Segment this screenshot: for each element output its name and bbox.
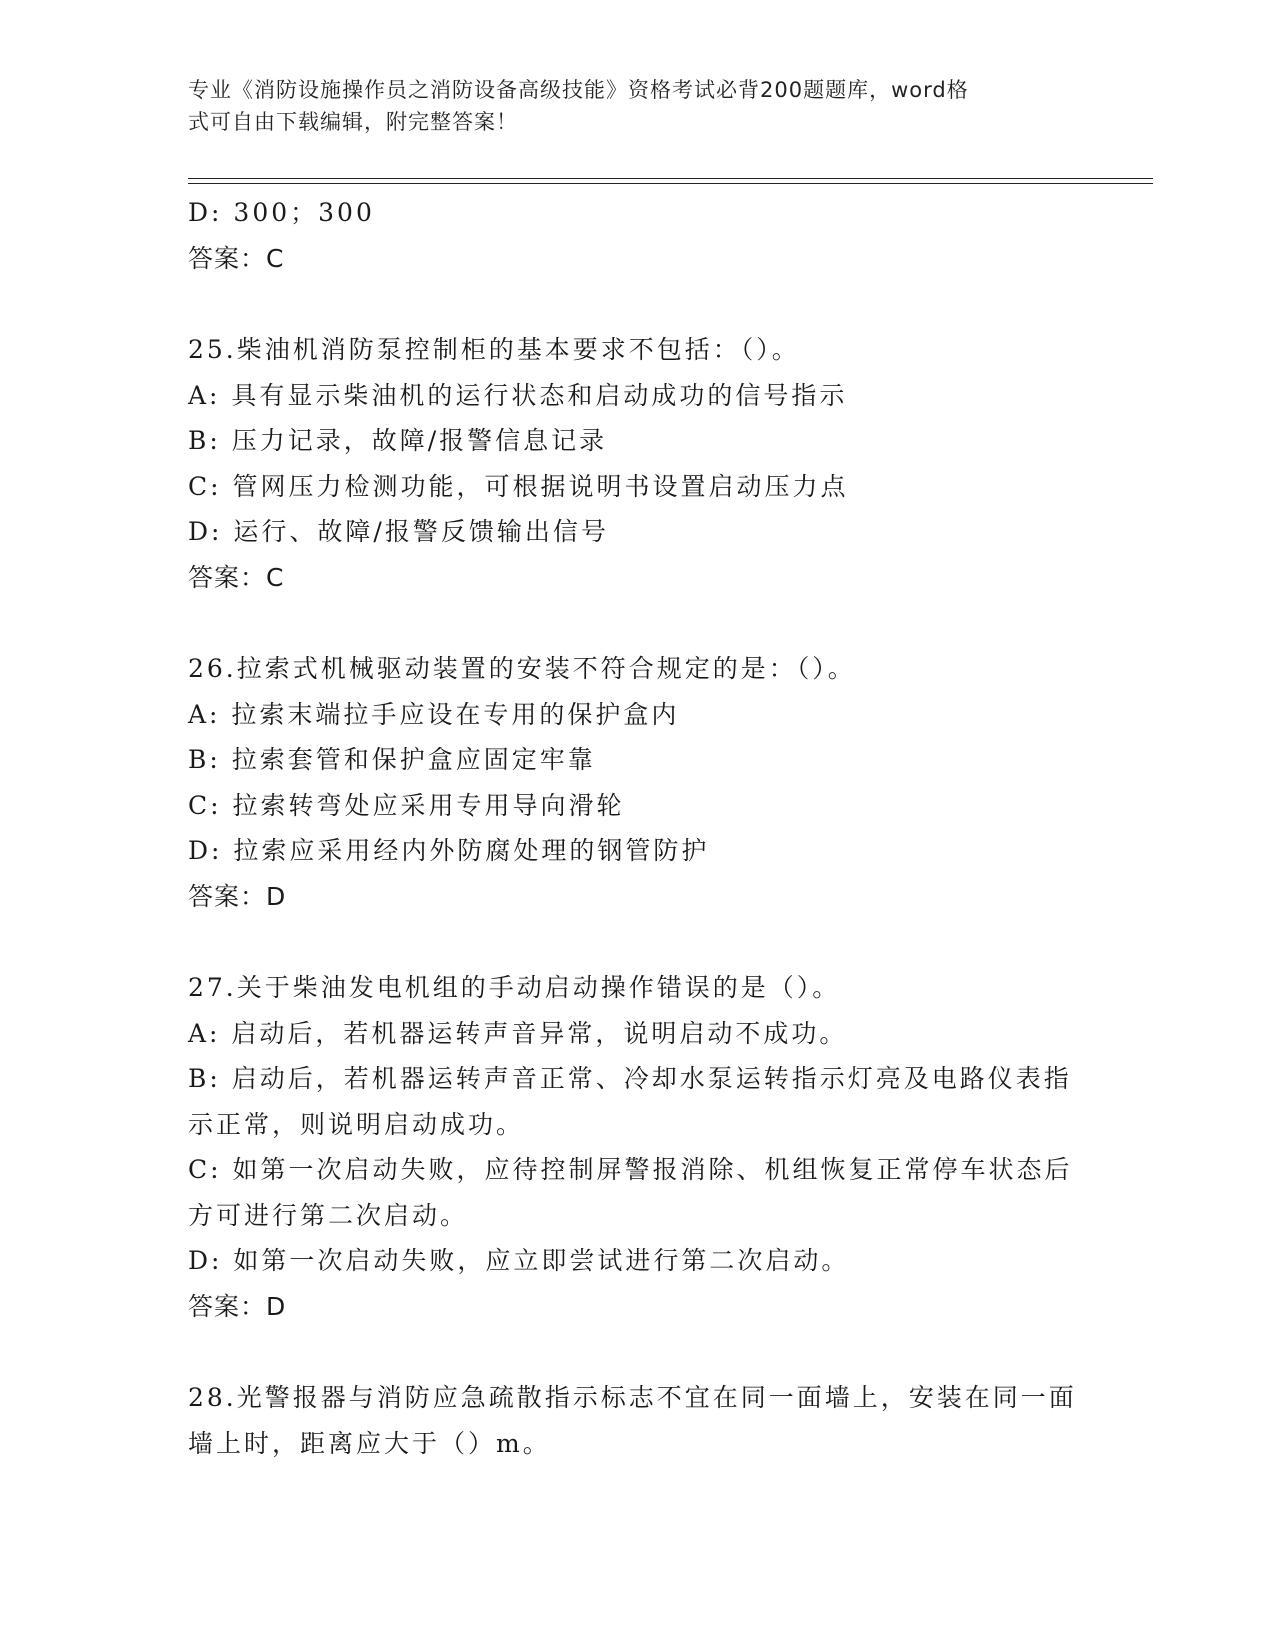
header-line-1: 专业《消防设施操作员之消防设备高级技能》资格考试必背200题题库，word格 [188,78,969,102]
option-b: B: 启动后，若机器运转声音正常、冷却水泵运转指示灯亮及电路仪表指示正常，则说明启动成功。 [188,1064,1072,1139]
question-stem: 25.柴油机消防泵控制柜的基本要求不包括：（）。 [188,335,800,364]
question-fragment [188,190,1088,281]
option-d: D: 拉索应采用经内外防腐处理的钢管防护 [188,836,710,865]
answer-line: 答案：D [188,1291,287,1321]
option-c: C: 如第一次启动失败，应待控制屏警报消除、机组恢复正常停车状态后方可进行第二次启动。 [188,1155,1073,1230]
option-c: C: 管网压力检测功能，可根据说明书设置启动压力点 [188,471,849,501]
question-stem: 28.光警报器与消防应急疏散指示标志不宜在同一面墙上，安装在同一面墙上时，距离应大于（）m。 [188,1383,1077,1458]
answer-line: 答案：C [188,243,285,273]
document-body [188,190,1088,1466]
option-d: D: 300；300 [188,198,375,227]
option-b: B: 压力记录，故障/报警信息记录 [188,426,608,455]
question-stem: 26.拉索式机械驱动装置的安装不符合规定的是：（）。 [188,654,856,683]
answer-line: 答案：D [188,881,287,911]
question-27 [188,965,1088,1329]
question-28 [188,1375,1088,1466]
question-stem: 27.关于柴油发电机组的手动启动操作错误的是（）。 [188,973,841,1002]
header-line-2: 式可自由下载编辑，附完整答案！ [188,110,518,134]
option-a: A: 启动后，若机器运转声音异常，说明启动不成功。 [188,1018,848,1048]
question-26 [188,646,1088,919]
answer-line: 答案：C [188,562,285,592]
option-a: A: 具有显示柴油机的运行状态和启动成功的信号指示 [188,380,848,410]
option-a: A: 拉索末端拉手应设在专用的保护盒内 [188,699,680,729]
document-header [188,74,1068,138]
question-25 [188,327,1088,600]
option-b: B: 拉索套管和保护盒应固定牢靠 [188,745,596,774]
header-divider-bottom [188,183,1153,184]
option-d: D: 如第一次启动失败，应立即尝试进行第二次启动。 [188,1246,850,1275]
header-divider-top [188,178,1153,179]
option-d: D: 运行、故障/报警反馈输出信号 [188,517,609,546]
option-c: C: 拉索转弯处应采用专用导向滑轮 [188,790,625,820]
